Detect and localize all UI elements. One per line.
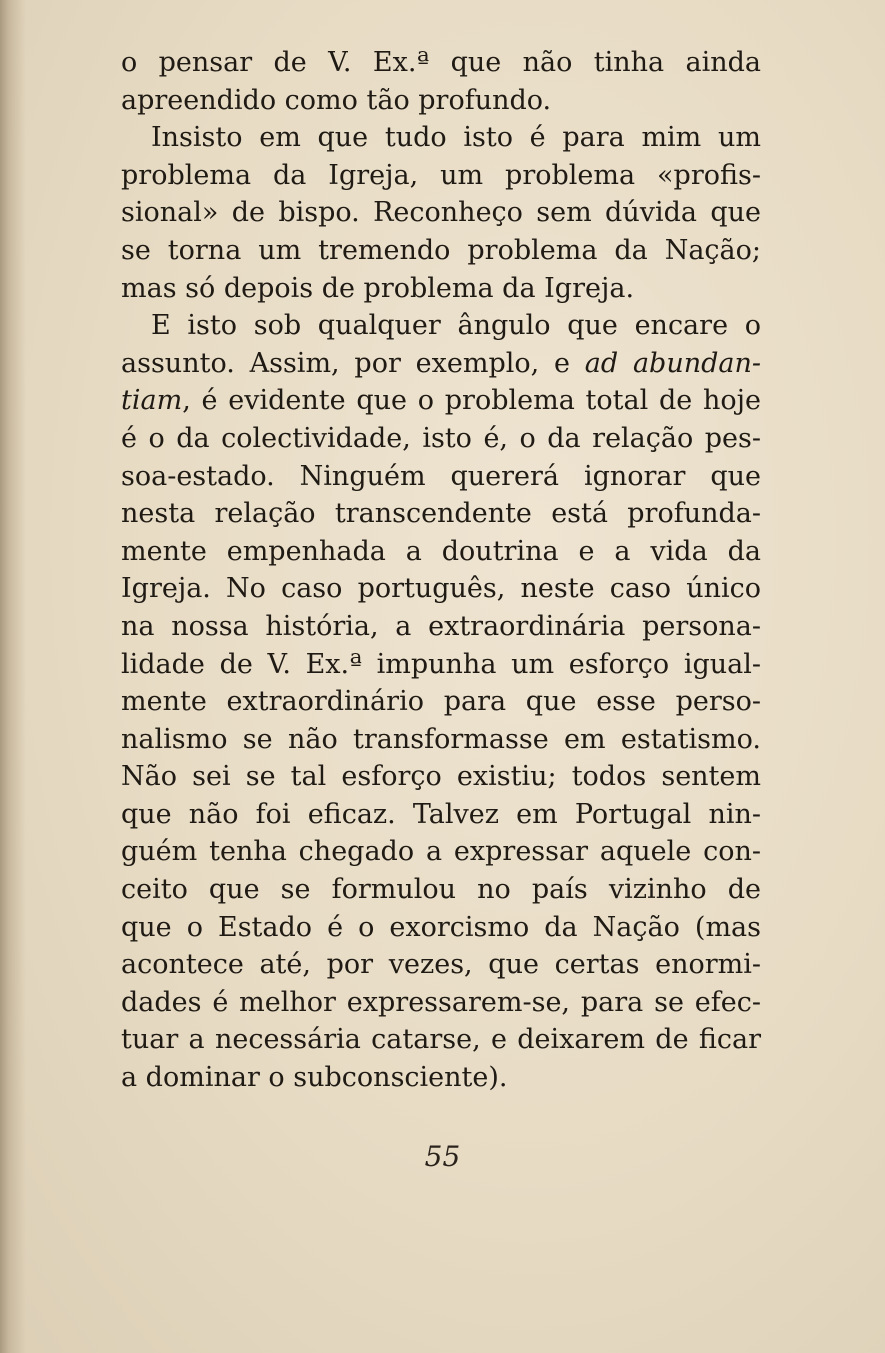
body-text [121, 44, 761, 1097]
text-line: se torna um tremendo problema da Nação; [121, 234, 761, 266]
text-line: ceito que se formulou no país vizinho de [121, 874, 761, 906]
text-line: nalismo se não transformasse em estatismo. [121, 723, 761, 755]
latin-phrase: tiam [121, 385, 183, 417]
text-line: Igreja. No caso português, neste caso único [121, 573, 761, 605]
text-line: que o Estado é o exorcismo da Nação (mas [121, 911, 761, 943]
text-line: dades é melhor expressarem-se, para se efec- [121, 986, 761, 1018]
text-line: Insisto em que tudo isto é para mim um [151, 122, 761, 154]
text-line: problema da Igreja, um problema «profis- [121, 159, 761, 191]
text-line: na nossa história, a extraordinária persona- [121, 610, 761, 642]
text-line: apreendido como tão profundo. [121, 84, 552, 116]
paragraph-2 [121, 119, 761, 307]
text-line: a dominar o subconsciente). [121, 1062, 508, 1094]
text-line: que não foi eficaz. Talvez em Portugal nin- [121, 798, 761, 830]
paragraph-1 [121, 44, 761, 119]
page-number: 55 [424, 1140, 461, 1173]
text-line: Não sei se tal esforço existiu; todos sentem [121, 761, 761, 793]
text-line: tuar a necessária catarse, e deixarem de ficar [121, 1024, 761, 1056]
text-line: mas só depois de problema da Igreja. [121, 272, 635, 304]
latin-phrase: ad abundan- [584, 347, 762, 379]
text-line: sional» de bispo. Reconheço sem dúvida que [121, 197, 761, 229]
text-line: acontece até, por vezes, que certas enormi- [121, 949, 761, 981]
text-line: é o da colectividade, isto é, o da relação pes- [121, 422, 761, 454]
text-line: soa-estado. Ninguém quererá ignorar que [121, 460, 761, 492]
text-line: assunto. Assim, por exemplo, e ad abundan- [121, 347, 762, 379]
text-line: o pensar de V. Ex.ª que não tinha ainda [121, 47, 761, 78]
text-line: lidade de V. Ex.ª impunha um esforço igual- [121, 648, 761, 680]
text-line: nesta relação transcendente está profunda- [121, 498, 761, 530]
text-line: E isto sob qualquer ângulo que encare o [151, 310, 761, 342]
text-line: guém tenha chegado a expressar aquele con- [121, 836, 761, 868]
paragraph-3 [121, 307, 761, 1096]
text-line: mente extraordinário para que esse perso- [121, 686, 761, 718]
text-line: tiam, é evidente que o problema total de hoje [121, 385, 761, 417]
text-line: mente empenhada a doutrina e a vida da [121, 535, 761, 567]
